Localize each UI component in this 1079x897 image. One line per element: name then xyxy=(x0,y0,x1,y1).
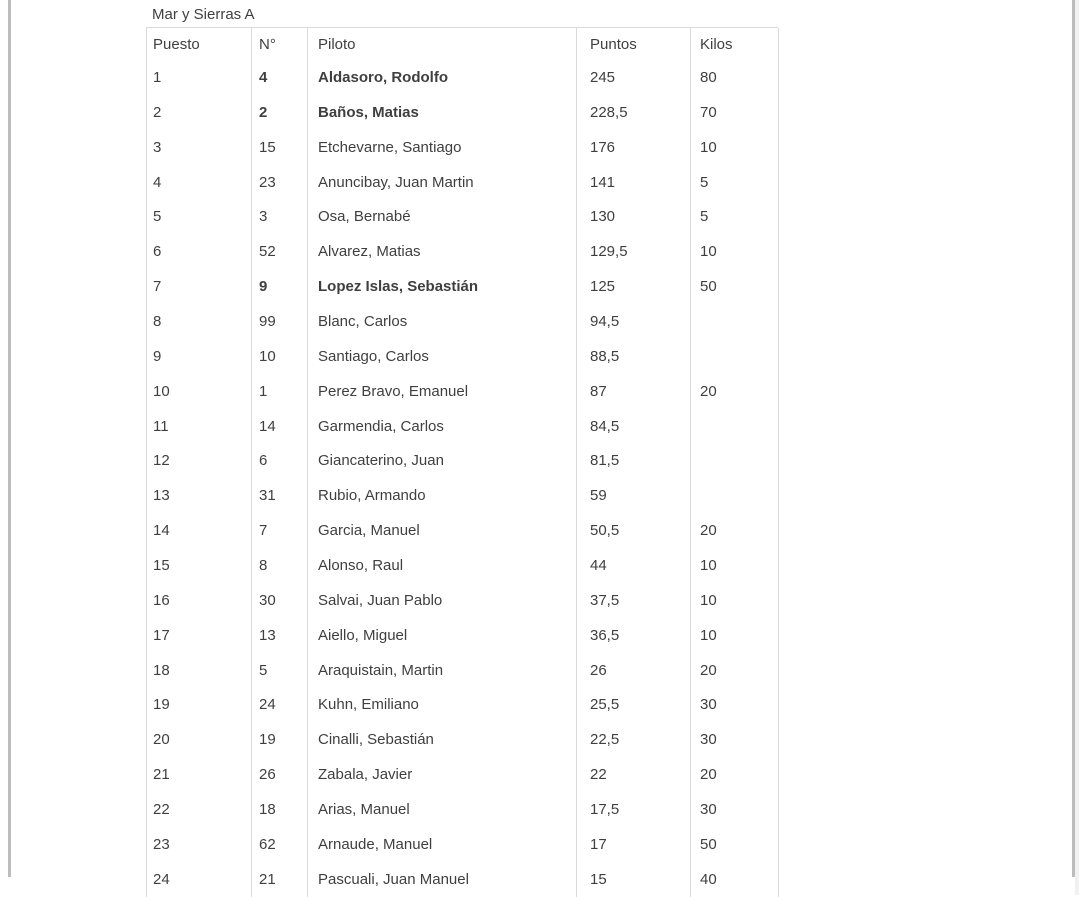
table-row xyxy=(147,165,779,200)
cell-puntos: 88,5 xyxy=(577,339,691,374)
cell-piloto: Cinalli, Sebastián xyxy=(308,722,577,757)
cell-puesto: 20 xyxy=(147,722,252,757)
cell-kilos: 20 xyxy=(691,653,779,688)
cell-puntos: 81,5 xyxy=(577,443,691,478)
table-row xyxy=(147,548,779,583)
cell-puntos: 176 xyxy=(577,130,691,165)
cell-numero: 3 xyxy=(252,199,308,234)
cell-puesto: 9 xyxy=(147,339,252,374)
cell-numero: 99 xyxy=(252,304,308,339)
cell-puntos: 37,5 xyxy=(577,583,691,618)
cell-puntos: 17 xyxy=(577,827,691,862)
cell-piloto: Giancaterino, Juan xyxy=(308,443,577,478)
table-row xyxy=(147,478,779,513)
cell-puesto: 11 xyxy=(147,409,252,444)
cell-puntos: 141 xyxy=(577,165,691,200)
cell-puesto: 6 xyxy=(147,234,252,269)
cell-kilos xyxy=(691,478,779,513)
cell-piloto: Rubio, Armando xyxy=(308,478,577,513)
cell-puntos: 228,5 xyxy=(577,95,691,130)
cell-piloto: Osa, Bernabé xyxy=(308,199,577,234)
cell-kilos: 10 xyxy=(691,130,779,165)
header-row xyxy=(147,28,779,60)
table-row xyxy=(147,827,779,862)
cell-puntos: 87 xyxy=(577,374,691,409)
cell-numero: 26 xyxy=(252,757,308,792)
cell-piloto: Garmendia, Carlos xyxy=(308,409,577,444)
cell-puntos: 44 xyxy=(577,548,691,583)
cell-puesto: 18 xyxy=(147,653,252,688)
page-left-edge xyxy=(8,0,11,877)
cell-kilos xyxy=(691,409,779,444)
cell-kilos xyxy=(691,339,779,374)
cell-numero: 10 xyxy=(252,339,308,374)
table-row xyxy=(147,618,779,653)
table-row xyxy=(147,199,779,234)
cell-puesto: 13 xyxy=(147,478,252,513)
table-row xyxy=(147,862,779,897)
cell-piloto: Baños, Matias xyxy=(308,95,577,130)
cell-numero: 21 xyxy=(252,862,308,897)
cell-puntos: 245 xyxy=(577,60,691,95)
table-row xyxy=(147,409,779,444)
cell-puntos: 26 xyxy=(577,653,691,688)
cell-numero: 6 xyxy=(252,443,308,478)
cell-numero: 18 xyxy=(252,792,308,827)
cell-piloto: Santiago, Carlos xyxy=(308,339,577,374)
cell-numero: 19 xyxy=(252,722,308,757)
cell-puntos: 25,5 xyxy=(577,687,691,722)
cell-numero: 2 xyxy=(252,95,308,130)
cell-kilos: 50 xyxy=(691,827,779,862)
cell-kilos: 70 xyxy=(691,95,779,130)
cell-kilos: 5 xyxy=(691,165,779,200)
cell-kilos: 80 xyxy=(691,60,779,95)
table-row xyxy=(147,130,779,165)
cell-kilos: 30 xyxy=(691,722,779,757)
cell-numero: 31 xyxy=(252,478,308,513)
cell-piloto: Garcia, Manuel xyxy=(308,513,577,548)
cell-puesto: 15 xyxy=(147,548,252,583)
cell-puesto: 2 xyxy=(147,95,252,130)
standings-sheet xyxy=(146,2,778,897)
table-row xyxy=(147,304,779,339)
cell-piloto: Etchevarne, Santiago xyxy=(308,130,577,165)
standings-table xyxy=(146,28,779,897)
cell-puntos: 59 xyxy=(577,478,691,513)
cell-puesto: 17 xyxy=(147,618,252,653)
cell-piloto: Aiello, Miguel xyxy=(308,618,577,653)
cell-numero: 30 xyxy=(252,583,308,618)
cell-puesto: 7 xyxy=(147,269,252,304)
table-row xyxy=(147,653,779,688)
column-header-numero: N° xyxy=(252,28,308,60)
table-row xyxy=(147,269,779,304)
table-row xyxy=(147,60,779,95)
cell-puesto: 10 xyxy=(147,374,252,409)
cell-puntos: 22,5 xyxy=(577,722,691,757)
column-header-puesto: Puesto xyxy=(147,28,252,60)
cell-numero: 8 xyxy=(252,548,308,583)
table-row xyxy=(147,234,779,269)
cell-piloto: Lopez Islas, Sebastián xyxy=(308,269,577,304)
cell-puntos: 22 xyxy=(577,757,691,792)
table-row xyxy=(147,792,779,827)
cell-puntos: 130 xyxy=(577,199,691,234)
cell-kilos: 10 xyxy=(691,548,779,583)
table-row xyxy=(147,513,779,548)
cell-kilos xyxy=(691,304,779,339)
cell-piloto: Blanc, Carlos xyxy=(308,304,577,339)
table-row xyxy=(147,687,779,722)
cell-piloto: Zabala, Javier xyxy=(308,757,577,792)
cell-numero: 13 xyxy=(252,618,308,653)
cell-kilos: 40 xyxy=(691,862,779,897)
cell-puntos: 50,5 xyxy=(577,513,691,548)
cell-puntos: 129,5 xyxy=(577,234,691,269)
cell-kilos: 50 xyxy=(691,269,779,304)
cell-numero: 14 xyxy=(252,409,308,444)
cell-puntos: 84,5 xyxy=(577,409,691,444)
sheet-title: Mar y Sierras A xyxy=(146,2,778,28)
cell-numero: 23 xyxy=(252,165,308,200)
cell-puesto: 12 xyxy=(147,443,252,478)
cell-kilos: 20 xyxy=(691,757,779,792)
cell-puntos: 94,5 xyxy=(577,304,691,339)
cell-kilos: 20 xyxy=(691,374,779,409)
cell-puesto: 16 xyxy=(147,583,252,618)
table-row xyxy=(147,583,779,618)
table-row xyxy=(147,757,779,792)
cell-puntos: 17,5 xyxy=(577,792,691,827)
cell-kilos: 30 xyxy=(691,792,779,827)
cell-puesto: 5 xyxy=(147,199,252,234)
cell-kilos: 10 xyxy=(691,618,779,653)
cell-puntos: 15 xyxy=(577,862,691,897)
cell-puesto: 21 xyxy=(147,757,252,792)
cell-piloto: Anuncibay, Juan Martin xyxy=(308,165,577,200)
cell-puesto: 14 xyxy=(147,513,252,548)
cell-kilos: 5 xyxy=(691,199,779,234)
cell-puesto: 24 xyxy=(147,862,252,897)
cell-puesto: 1 xyxy=(147,60,252,95)
cell-kilos xyxy=(691,443,779,478)
cell-piloto: Alvarez, Matias xyxy=(308,234,577,269)
cell-piloto: Arias, Manuel xyxy=(308,792,577,827)
cell-numero: 24 xyxy=(252,687,308,722)
cell-puntos: 125 xyxy=(577,269,691,304)
cell-puesto: 4 xyxy=(147,165,252,200)
cell-numero: 4 xyxy=(252,60,308,95)
column-header-kilos: Kilos xyxy=(691,28,779,60)
table-row xyxy=(147,374,779,409)
cell-numero: 62 xyxy=(252,827,308,862)
cell-puesto: 3 xyxy=(147,130,252,165)
cell-numero: 1 xyxy=(252,374,308,409)
table-row xyxy=(147,443,779,478)
standings-body xyxy=(147,60,779,897)
table-row xyxy=(147,95,779,130)
cell-piloto: Arnaude, Manuel xyxy=(308,827,577,862)
table-row xyxy=(147,339,779,374)
column-header-piloto: Piloto xyxy=(308,28,577,60)
cell-piloto: Alonso, Raul xyxy=(308,548,577,583)
table-row xyxy=(147,722,779,757)
cell-puesto: 23 xyxy=(147,827,252,862)
column-header-puntos: Puntos xyxy=(577,28,691,60)
cell-kilos: 10 xyxy=(691,234,779,269)
cell-piloto: Perez Bravo, Emanuel xyxy=(308,374,577,409)
cell-puntos: 36,5 xyxy=(577,618,691,653)
cell-piloto: Salvai, Juan Pablo xyxy=(308,583,577,618)
cell-kilos: 30 xyxy=(691,687,779,722)
cell-piloto: Araquistain, Martin xyxy=(308,653,577,688)
cell-piloto: Aldasoro, Rodolfo xyxy=(308,60,577,95)
cell-puesto: 22 xyxy=(147,792,252,827)
cell-numero: 5 xyxy=(252,653,308,688)
cell-numero: 15 xyxy=(252,130,308,165)
cell-kilos: 10 xyxy=(691,583,779,618)
cell-numero: 52 xyxy=(252,234,308,269)
page-right-gutter xyxy=(1075,0,1079,895)
cell-kilos: 20 xyxy=(691,513,779,548)
cell-piloto: Kuhn, Emiliano xyxy=(308,687,577,722)
cell-numero: 9 xyxy=(252,269,308,304)
cell-numero: 7 xyxy=(252,513,308,548)
cell-piloto: Pascuali, Juan Manuel xyxy=(308,862,577,897)
cell-puesto: 19 xyxy=(147,687,252,722)
cell-puesto: 8 xyxy=(147,304,252,339)
